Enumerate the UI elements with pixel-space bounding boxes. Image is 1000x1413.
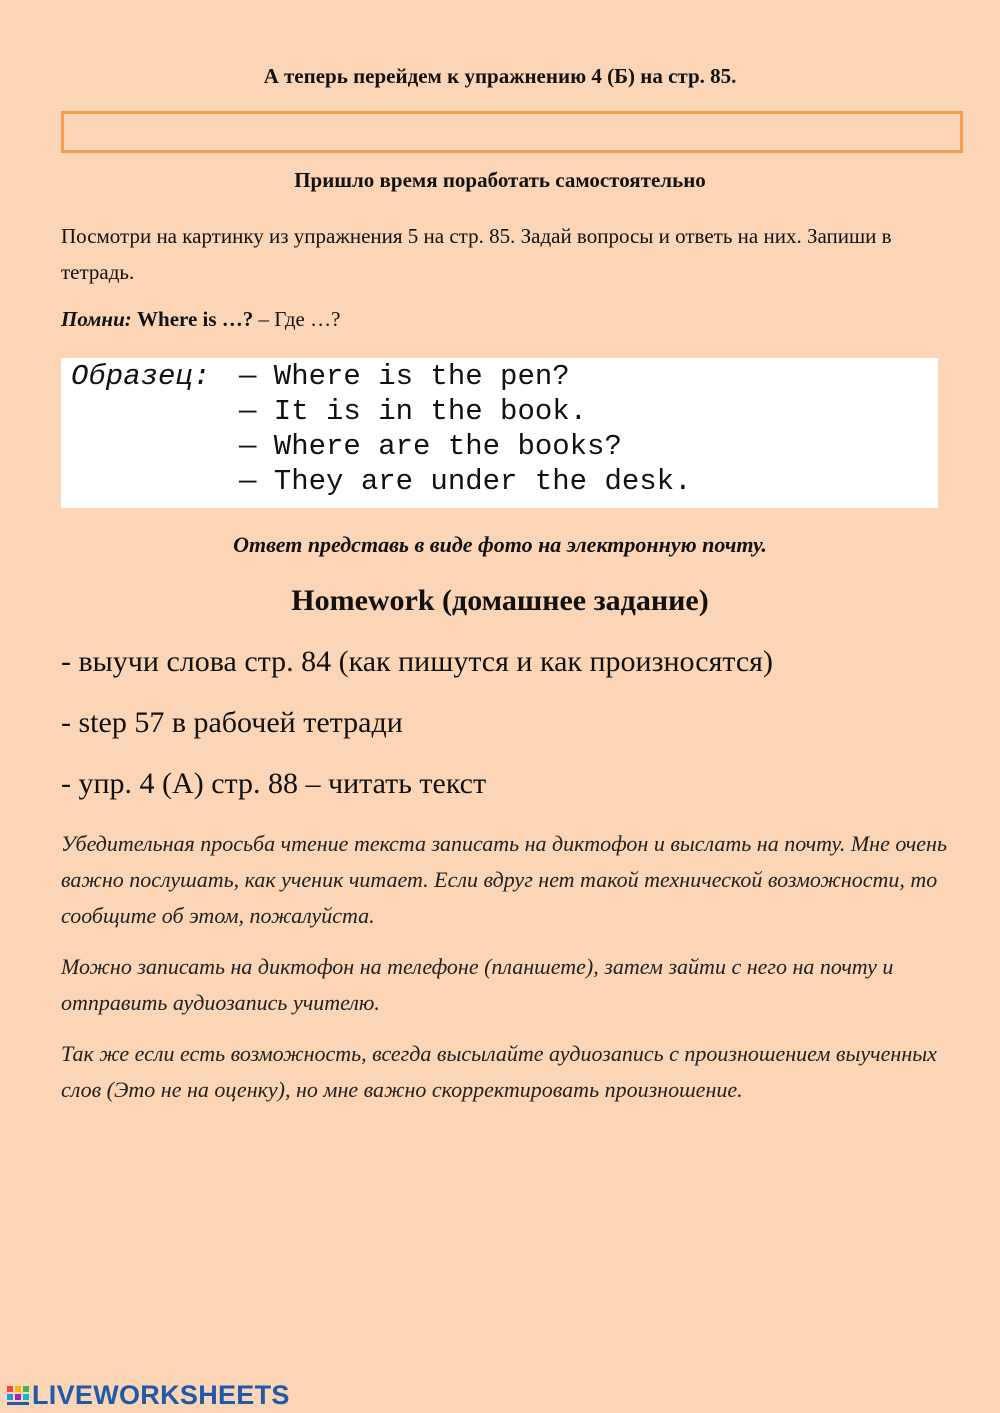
sample-label: Образец: [71,360,211,393]
sample-line: — Where are the books? [239,430,622,463]
homework-task: - упр. 4 (А) стр. 88 – читать текст [61,767,487,800]
homework-task: - step 57 в рабочей тетради [61,706,403,739]
remember-translation: – Где …? [253,307,341,331]
instruction-text: Посмотри на картинку из упражнения 5 на стр. 85. Задай вопросы и ответь на них. Запиши в тетрадь. [61,224,892,284]
exercise-heading: А теперь перейдем к упражнению 4 (Б) на стр. 85. [263,64,737,88]
homework-task: - выучи слова стр. 84 (как пишутся и как произносятся) [61,645,773,678]
liveworksheets-logo [6,1380,290,1410]
sample-line: — They are under the desk. [239,465,692,498]
audio-request-note: Убедительная просьба чтение текста записать на диктофон и выслать на почту. Мне очень важно послушать, как ученик читает. Если вдруг нет такой технической возможности, то сообщите об этом, пожалуйста. [61,831,947,928]
answer-input[interactable] [61,111,963,153]
sample-line: — Where is the pen? [239,360,570,393]
sample-image [61,358,938,508]
liveworksheets-logo-text: LIVEWORKSHEETS [32,1379,290,1410]
remember-label: Помни: [61,307,132,331]
liveworksheets-logo-icon [6,1383,30,1407]
recording-instructions-note: Можно записать на диктофон на телефоне (планшете), затем зайти с него на почту и отправить аудиозапись учителю. [61,954,894,1015]
remember-phrase: Where is …? [137,307,254,331]
pronunciation-note: Так же если есть возможность, всегда высылайте аудиозапись с произношением выученных слов (Это не на оценку), но мне важно скорректировать произношение. [61,1041,937,1102]
homework-title: Homework (домашнее задание) [291,584,709,617]
independent-work-heading: Пришло время поработать самостоятельно [294,168,706,192]
sample-line: — It is in the book. [239,395,588,428]
photo-submission-note: Ответ представь в виде фото на электронную почту. [233,532,767,557]
remember-line [61,307,340,332]
